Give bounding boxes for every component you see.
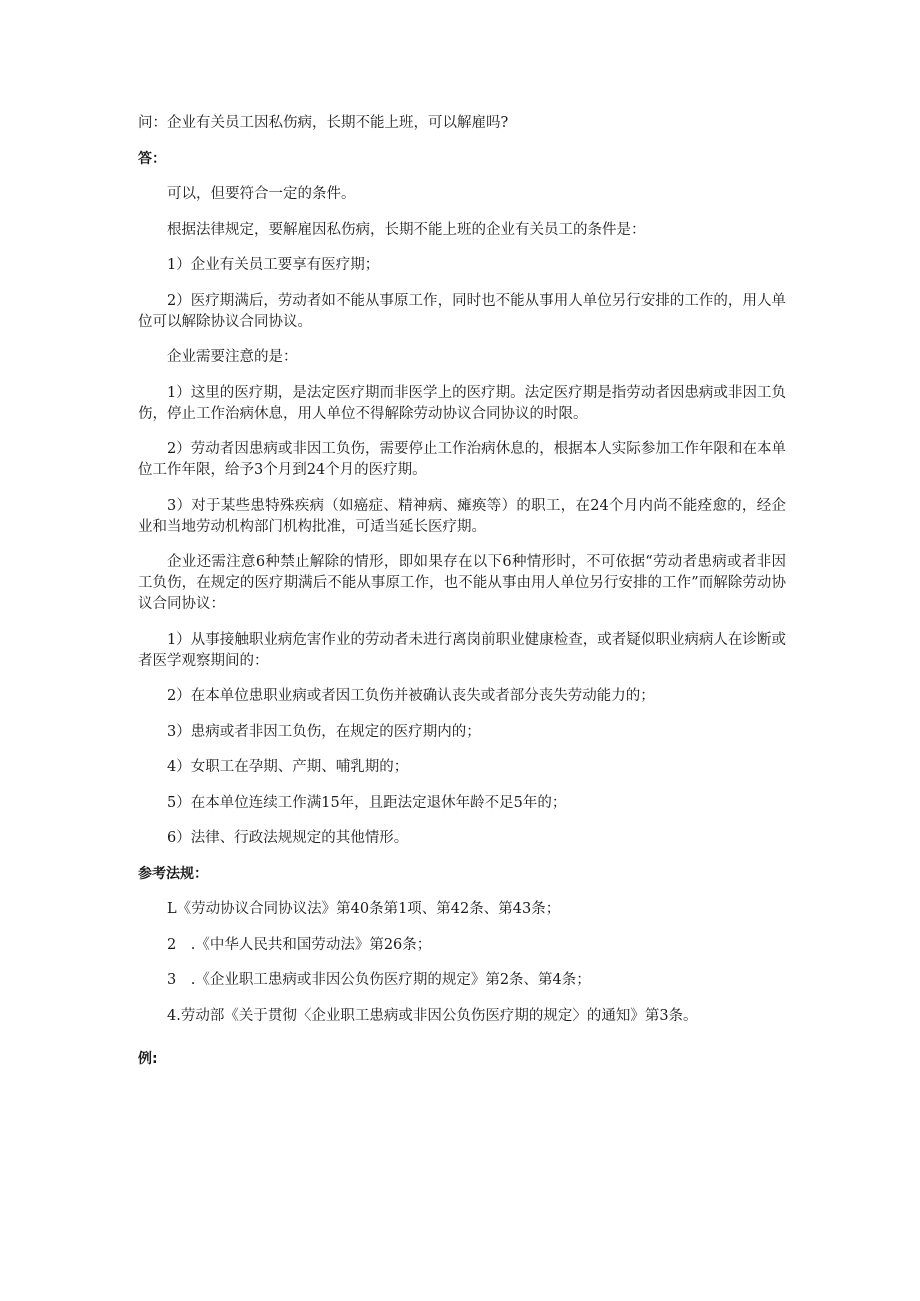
answer-intro: 可以，但要符合一定的条件。 bbox=[167, 186, 356, 202]
prohibition-item: 3）患病或者非因工负伤，在规定的医疗期内的； bbox=[167, 723, 481, 740]
reference-item: L《劳动协议合同协议法》第40条第1项、第42条、第43条； bbox=[167, 901, 561, 917]
prohibit-intro: 企业还需注意6种禁止解除的情形，即如果存在以下6种情形时，不可依据“劳动者患病或者非因工负伤，在规定的医疗期满后不能从事原工作，也不能从事由用人单位另行安排的工作”而解除劳动协议合同协议： bbox=[138, 554, 786, 612]
note-item: 1）这里的医疗期，是法定医疗期而非医学上的医疗期。法定医疗期是指劳动者因患病或非因工负伤，停止工作治病休息，用人单位不得解除劳动协议合同协议的时限。 bbox=[138, 384, 786, 422]
notes-intro: 企业需要注意的是： bbox=[167, 349, 298, 365]
note-item: 2）劳动者因患病或非因工负伤，需要停止工作治病休息的，根据本人实际参加工作年限和在本单位工作年限，给予3个月到24个月的医疗期。 bbox=[138, 441, 786, 478]
reference-item: 3 .《企业职工患病或非因公负伤医疗期的规定》第2条、第4条； bbox=[167, 972, 591, 988]
note-item: 3）对于某些患特殊疾病（如癌症、精神病、瘫痪等）的职工，在24个月内尚不能痊愈的，经企业和当地劳动机构部门机构批准，可适当延长医疗期。 bbox=[138, 497, 786, 535]
prohibition-item: 5）在本单位连续工作满15年，且距法定退休年龄不足5年的； bbox=[167, 794, 567, 811]
reference-item: 4.劳动部《关于贯彻〈企业职工患病或非因公负伤医疗期的规定〉的通知》第3条。 bbox=[167, 1007, 698, 1024]
condition-item: 1）企业有关员工要享有医疗期； bbox=[167, 257, 380, 273]
prohibition-item: 1）从事接触职业病危害作业的劳动者未进行离岗前职业健康检查，或者疑似职业病病人在诊断或者医学观察期间的： bbox=[138, 631, 786, 669]
prohibition-item: 2）在本单位患职业病或者因工负伤并被确认丧失或者部分丧失劳动能力的； bbox=[167, 688, 655, 704]
document-body bbox=[138, 113, 786, 1084]
condition-intro: 根据法律规定，要解雇因私伤病，长期不能上班的企业有关员工的条件是： bbox=[167, 221, 646, 238]
example-label: 例: bbox=[138, 1050, 158, 1067]
question-text: 问：企业有关员工因私伤病，长期不能上班，可以解雇吗? bbox=[138, 115, 509, 131]
prohibition-item: 6）法律、行政法规规定的其他情形。 bbox=[167, 830, 409, 846]
reference-item: 2 .《中华人民共和国劳动法》第26条； bbox=[167, 936, 432, 953]
prohibition-item: 4）女职工在孕期、产期、哺乳期的； bbox=[167, 759, 409, 775]
answer-label: 答： bbox=[138, 150, 166, 167]
references-label: 参考法规： bbox=[138, 865, 208, 882]
condition-item: 2）医疗期满后，劳动者如不能从事原工作，同时也不能从事用人单位另行安排的工作的，用人单位可以解除协议合同协议。 bbox=[138, 292, 786, 330]
